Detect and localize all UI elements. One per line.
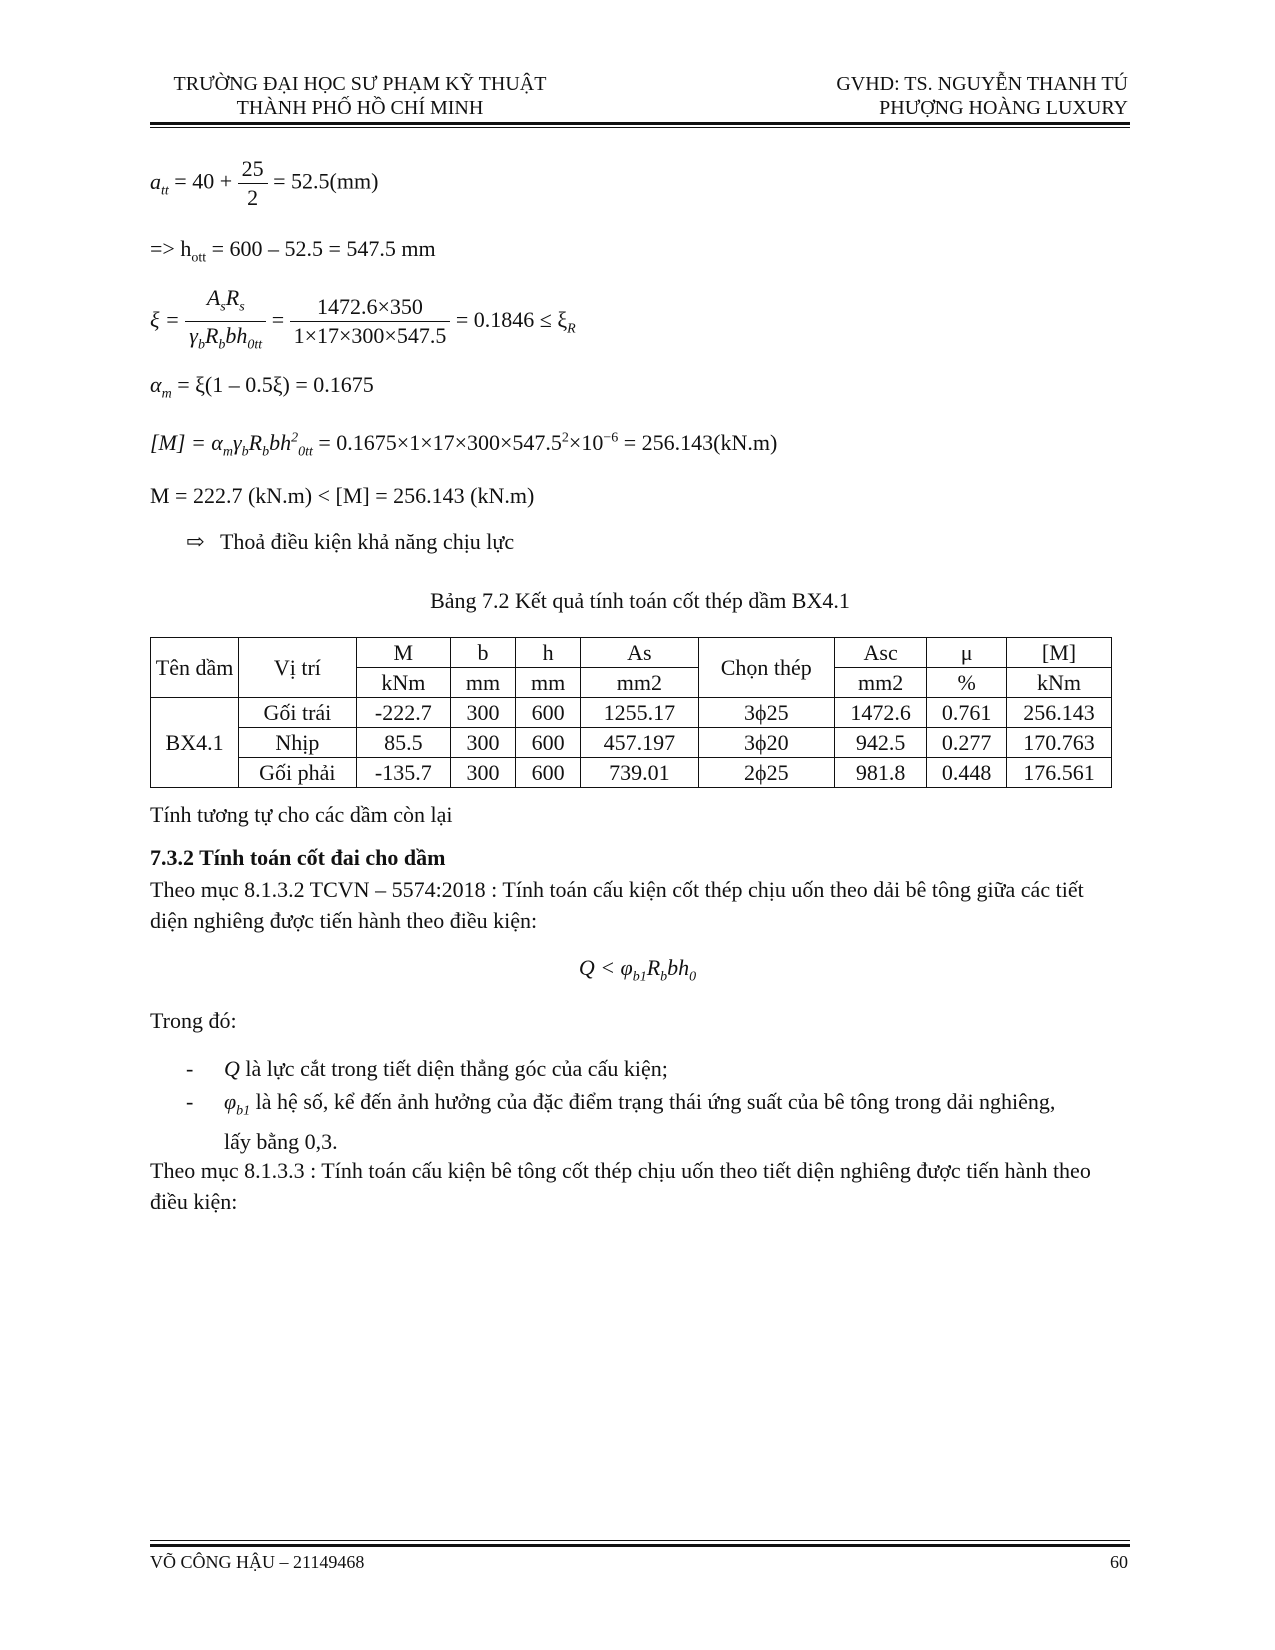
table-note: Tính tương tự cho các dầm còn lại [150,802,453,827]
equation-h-ott: => $h_{ott} = 600 - 52.5 = 547.5$ mm [150,236,436,266]
header-rule-thin [150,127,1130,128]
fraction: $\frac{25}{2}$ [238,155,268,212]
paragraph: Theo mục 8.1.3.2 TCVN – 5574:2018 : Tính toán cấu kiện cốt thép chịu uốn theo dải bê tông giữa các tiết diện nghiêng được tiến hành theo điều kiện: [150,877,1084,933]
page-footer [150,1552,1128,1573]
section-heading: 7.3.2 Tính toán cốt đai cho dầm [150,845,446,870]
advisor-block: GVHD: TS. NGUYỄN THANH TÚ PHƯỢNG HOÀNG LUXURY [836,73,1128,119]
table-caption: Bảng 7.2 Kết quả tính toán cốt thép dầm BX4.1 [430,588,850,613]
moment-check: M = 222.7 (kN.m) < [M] = 256.143 (kN.m) [150,483,535,508]
school-name: TRƯỜNG ĐẠI HỌC SƯ PHẠM KỸ THUẬT THÀNH PHỐ HỒ CHÍ MINH [173,73,547,119]
paragraph: Theo mục 8.1.3.3 : Tính toán cấu kiện bê tông cốt thép chịu uốn theo tiết diện nghiêng được tiến hành theo điều kiện: [150,1158,1091,1214]
footer-rule-thin [150,1540,1130,1541]
page-number: 60 [1110,1552,1128,1572]
table-row: Nhịp 85.5 300 600 457.197 3ϕ20 942.5 0.277 170.763 [151,728,1112,758]
results-table [150,637,1112,788]
table-header-row: Tên dầm Vị trí M b h As Chọn thép Asc μ [M] [151,638,1112,668]
condition-formula: $Q < \varphi_{b1}R_bbh_0$ [578,955,697,985]
where-label: Trong đó: [150,1008,237,1033]
table-row: BX4.1 Gối trái -222.7 300 600 1255.17 3ϕ25 1472.6 0.761 256.143 [151,698,1112,728]
table-units-row: kNm mm mm mm2 mm2 % kNm [151,668,1112,698]
footer-rule [150,1544,1130,1547]
equation-a-tt: $a_{tt} = 40$ + $\frac{25}{2}$ = 52.5(mm) [150,156,379,210]
arrow-icon: ⇨ [186,529,205,554]
equation-moment-capacity: $[M] = \alpha_m\gamma_bR_bbh^2_{0tt} = 0.1675\times 1\times 17\times 300\times 547.5^2\times 10^{-6} = 256.143(kN.m)$ [150,430,778,460]
header-rule [150,122,1130,125]
table-row: Gối phải -135.7 300 600 739.01 2ϕ25 981.8 0.448 176.561 [151,758,1112,788]
author: VÕ CÔNG HẬU – 21149468 [150,1552,365,1572]
conclusion: ⇨ Thoả điều kiện khả năng chịu lực [186,529,515,554]
equation-xi: ξ = $\frac{A_sR_s}{\gamma_bR_bbh_{0tt}}$ = $\frac{1472.6\times 350}{1\times 17\times 300\times 547.5}$ = $0.1846 \le \xi_R$ [150,285,576,353]
equation-alpha-m: $\alpha_m = \xi(1 - 0.5\xi) = 0.1675$ [150,372,374,402]
